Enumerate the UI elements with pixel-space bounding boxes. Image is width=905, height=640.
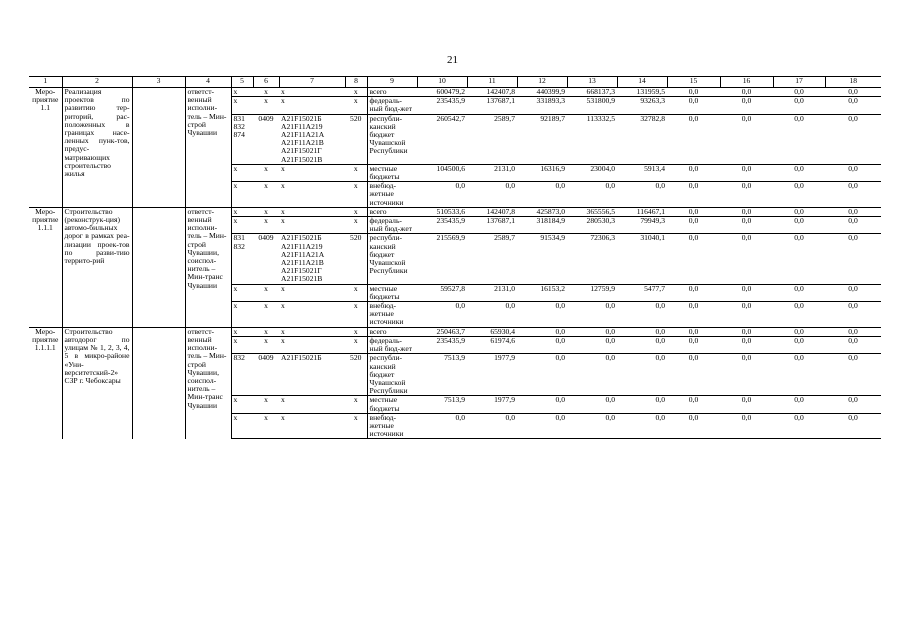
source-name: федераль-ный бюд-жет <box>367 217 417 234</box>
code-section: x <box>253 88 279 97</box>
code-grbs: x <box>231 207 253 216</box>
code-grbs: x <box>231 284 253 301</box>
code-target: x <box>279 284 345 301</box>
value-cell: 0,0 <box>773 302 825 328</box>
code-target: x <box>279 336 345 353</box>
value-cell: 600479,2 <box>417 88 467 97</box>
value-cell: 0,0 <box>825 302 881 328</box>
value-cell: 65930,4 <box>467 327 517 336</box>
value-cell: 61974,6 <box>467 336 517 353</box>
value-cell: 0,0 <box>825 234 881 284</box>
value-cell: 0,0 <box>617 336 667 353</box>
source-name: местные бюджеты <box>367 164 417 181</box>
value-cell: 0,0 <box>667 182 720 208</box>
value-cell: 0,0 <box>417 182 467 208</box>
code-type: x <box>345 217 367 234</box>
source-name: всего <box>367 88 417 97</box>
header-cell: 2 <box>62 77 132 88</box>
code-type: x <box>345 413 367 439</box>
value-cell: 0,0 <box>825 336 881 353</box>
value-cell: 0,0 <box>825 327 881 336</box>
code-type: x <box>345 327 367 336</box>
value-cell: 0,0 <box>517 327 567 336</box>
value-cell: 0,0 <box>567 182 617 208</box>
value-cell: 0,0 <box>825 164 881 181</box>
code-grbs: x <box>231 327 253 336</box>
source-name: всего <box>367 207 417 216</box>
source-name: федераль-ный бюд-жет <box>367 97 417 114</box>
value-cell: 0,0 <box>773 164 825 181</box>
code-target: x <box>279 327 345 336</box>
header-cell: 13 <box>567 77 617 88</box>
value-cell: 0,0 <box>517 413 567 439</box>
source-name: федераль-ный бюд-жет <box>367 336 417 353</box>
code-target: x <box>279 396 345 413</box>
value-cell: 16153,2 <box>517 284 567 301</box>
header-cell: 4 <box>185 77 231 88</box>
header-cell: 8 <box>345 77 367 88</box>
header-cell: 16 <box>720 77 773 88</box>
code-target: A21F15021Б A21F11A219 A21F11A21A A21F11A21B A21F15021Г A21F15021В <box>279 114 345 164</box>
code-type: x <box>345 396 367 413</box>
value-cell: 215569,9 <box>417 234 467 284</box>
value-cell: 5913,4 <box>617 164 667 181</box>
code-type: x <box>345 164 367 181</box>
header-cell: 6 <box>253 77 279 88</box>
source-name: республи-канский бюджет Чувашской Республики <box>367 234 417 284</box>
value-cell: 0,0 <box>667 302 720 328</box>
code-grbs: x <box>231 302 253 328</box>
value-cell: 142407,8 <box>467 88 517 97</box>
code-target: x <box>279 207 345 216</box>
code-type: 520 <box>345 234 367 284</box>
value-cell: 59527,8 <box>417 284 467 301</box>
value-cell: 0,0 <box>617 327 667 336</box>
header-cell: 14 <box>617 77 667 88</box>
measure-number: Меро-приятие 1.1 <box>29 88 62 208</box>
value-cell: 0,0 <box>773 182 825 208</box>
value-cell: 0,0 <box>720 217 773 234</box>
source-name: республи-канский бюджет Чувашской Республики <box>367 354 417 396</box>
value-cell: 0,0 <box>825 114 881 164</box>
code-section: x <box>253 284 279 301</box>
value-cell: 0,0 <box>617 302 667 328</box>
value-cell: 0,0 <box>467 413 517 439</box>
table-row <box>29 207 881 216</box>
value-cell: 0,0 <box>773 217 825 234</box>
value-cell: 12759,9 <box>567 284 617 301</box>
value-cell: 0,0 <box>773 327 825 336</box>
code-target: x <box>279 164 345 181</box>
value-cell: 0,0 <box>517 302 567 328</box>
code-grbs: x <box>231 396 253 413</box>
value-cell: 668137,3 <box>567 88 617 97</box>
value-cell: 0,0 <box>773 413 825 439</box>
value-cell: 0,0 <box>720 327 773 336</box>
measure-name: Строительство (реконструк-ция) автомо-бильных дорог в рамках реа-лизации проек-тов по разви-тию террито-рий <box>62 207 132 327</box>
value-cell: 0,0 <box>567 354 617 396</box>
value-cell: 5477,7 <box>617 284 667 301</box>
value-cell: 0,0 <box>720 97 773 114</box>
code-section: 0409 <box>253 354 279 396</box>
value-cell: 0,0 <box>667 114 720 164</box>
value-cell: 0,0 <box>667 88 720 97</box>
value-cell: 0,0 <box>825 284 881 301</box>
page-number: 21 <box>447 54 458 66</box>
code-grbs: 831 832 <box>231 234 253 284</box>
code-target: A21F15021Б <box>279 354 345 396</box>
value-cell: 0,0 <box>720 413 773 439</box>
value-cell: 0,0 <box>667 207 720 216</box>
value-cell: 0,0 <box>517 396 567 413</box>
value-cell: 0,0 <box>617 182 667 208</box>
value-cell: 0,0 <box>617 354 667 396</box>
value-cell: 280530,3 <box>567 217 617 234</box>
value-cell: 0,0 <box>720 354 773 396</box>
code-target: x <box>279 88 345 97</box>
value-cell: 0,0 <box>667 284 720 301</box>
value-cell: 0,0 <box>825 217 881 234</box>
value-cell: 0,0 <box>773 114 825 164</box>
value-cell: 0,0 <box>467 182 517 208</box>
value-cell: 79949,3 <box>617 217 667 234</box>
value-cell: 0,0 <box>667 396 720 413</box>
value-cell: 0,0 <box>773 234 825 284</box>
measure-number: Меро-приятие 1.1.1.1 <box>29 327 62 439</box>
value-cell: 104500,6 <box>417 164 467 181</box>
value-cell: 0,0 <box>417 302 467 328</box>
header-row <box>29 77 881 88</box>
value-cell: 0,0 <box>567 302 617 328</box>
value-cell: 0,0 <box>567 413 617 439</box>
value-cell: 0,0 <box>667 327 720 336</box>
header-cell: 5 <box>231 77 253 88</box>
value-cell: 142407,8 <box>467 207 517 216</box>
code-grbs: x <box>231 97 253 114</box>
code-section: x <box>253 164 279 181</box>
value-cell: 510533,6 <box>417 207 467 216</box>
value-cell: 531800,9 <box>567 97 617 114</box>
value-cell: 0,0 <box>720 336 773 353</box>
value-cell: 0,0 <box>773 97 825 114</box>
measure-number: Меро-приятие 1.1.1 <box>29 207 62 327</box>
value-cell: 0,0 <box>825 182 881 208</box>
value-cell: 0,0 <box>517 354 567 396</box>
header-cell: 9 <box>367 77 417 88</box>
value-cell: 0,0 <box>825 207 881 216</box>
value-cell: 137687,1 <box>467 217 517 234</box>
header-cell: 11 <box>467 77 517 88</box>
source-name: местные бюджеты <box>367 284 417 301</box>
empty-cell <box>132 207 185 327</box>
value-cell: 0,0 <box>567 336 617 353</box>
value-cell: 1977,9 <box>467 396 517 413</box>
value-cell: 0,0 <box>667 354 720 396</box>
code-type: 520 <box>345 354 367 396</box>
value-cell: 0,0 <box>467 302 517 328</box>
value-cell: 235435,9 <box>417 97 467 114</box>
value-cell: 0,0 <box>825 396 881 413</box>
source-name: всего <box>367 327 417 336</box>
header-cell: 10 <box>417 77 467 88</box>
value-cell: 16316,9 <box>517 164 567 181</box>
value-cell: 331893,3 <box>517 97 567 114</box>
value-cell: 93263,3 <box>617 97 667 114</box>
value-cell: 7513,9 <box>417 396 467 413</box>
value-cell: 0,0 <box>773 207 825 216</box>
value-cell: 0,0 <box>667 336 720 353</box>
value-cell: 0,0 <box>667 217 720 234</box>
code-section: x <box>253 413 279 439</box>
header-cell: 3 <box>132 77 185 88</box>
value-cell: 250463,7 <box>417 327 467 336</box>
value-cell: 260542,7 <box>417 114 467 164</box>
code-section: x <box>253 327 279 336</box>
budget-table <box>29 76 881 439</box>
value-cell: 0,0 <box>720 302 773 328</box>
value-cell: 137687,1 <box>467 97 517 114</box>
value-cell: 0,0 <box>667 97 720 114</box>
value-cell: 0,0 <box>720 164 773 181</box>
code-type: x <box>345 302 367 328</box>
value-cell: 2131,0 <box>467 164 517 181</box>
code-type: x <box>345 336 367 353</box>
code-section: x <box>253 302 279 328</box>
code-type: x <box>345 182 367 208</box>
value-cell: 365556,5 <box>567 207 617 216</box>
empty-cell <box>132 88 185 208</box>
value-cell: 0,0 <box>825 354 881 396</box>
value-cell: 0,0 <box>517 336 567 353</box>
source-name: внебюд-жетные источники <box>367 413 417 439</box>
value-cell: 0,0 <box>773 396 825 413</box>
value-cell: 0,0 <box>617 413 667 439</box>
value-cell: 32782,8 <box>617 114 667 164</box>
value-cell: 2589,7 <box>467 114 517 164</box>
code-section: x <box>253 336 279 353</box>
value-cell: 31040,1 <box>617 234 667 284</box>
source-name: внебюд-жетные источники <box>367 302 417 328</box>
code-target: x <box>279 182 345 208</box>
value-cell: 0,0 <box>567 327 617 336</box>
value-cell: 0,0 <box>567 396 617 413</box>
value-cell: 0,0 <box>720 396 773 413</box>
value-cell: 0,0 <box>617 396 667 413</box>
code-target: A21F15021Б A21F11A219 A21F11A21A A21F11A21B A21F15021Г A21F15021В <box>279 234 345 284</box>
value-cell: 1977,9 <box>467 354 517 396</box>
code-section: 0409 <box>253 114 279 164</box>
measure-name: Строительство автодорог по улицам № 1, 2, 3, 4, 5 в микро-районе «Уни-верситетский-2» СЗР г. Чебоксары <box>62 327 132 439</box>
code-type: 520 <box>345 114 367 164</box>
code-grbs: x <box>231 182 253 208</box>
value-cell: 0,0 <box>825 88 881 97</box>
value-cell: 0,0 <box>773 88 825 97</box>
code-grbs: x <box>231 413 253 439</box>
value-cell: 0,0 <box>720 114 773 164</box>
code-grbs: x <box>231 164 253 181</box>
code-section: x <box>253 396 279 413</box>
code-target: x <box>279 413 345 439</box>
source-name: местные бюджеты <box>367 396 417 413</box>
header-cell: 17 <box>773 77 825 88</box>
code-grbs: 832 <box>231 354 253 396</box>
value-cell: 0,0 <box>773 354 825 396</box>
source-name: республи-канский бюджет Чувашской Республики <box>367 114 417 164</box>
value-cell: 92189,7 <box>517 114 567 164</box>
value-cell: 318184,9 <box>517 217 567 234</box>
code-section: 0409 <box>253 234 279 284</box>
source-name: внебюд-жетные источники <box>367 182 417 208</box>
executor: ответст-венный исполни-тель – Мин-строй Чувашии, соиспол-нитель – Мин-транс Чувашии <box>185 327 231 439</box>
value-cell: 0,0 <box>720 88 773 97</box>
value-cell: 72306,3 <box>567 234 617 284</box>
code-grbs: x <box>231 88 253 97</box>
value-cell: 91534,9 <box>517 234 567 284</box>
value-cell: 23004,0 <box>567 164 617 181</box>
code-section: x <box>253 217 279 234</box>
code-section: x <box>253 182 279 208</box>
value-cell: 425873,0 <box>517 207 567 216</box>
value-cell: 116467,1 <box>617 207 667 216</box>
value-cell: 131959,5 <box>617 88 667 97</box>
value-cell: 0,0 <box>667 164 720 181</box>
value-cell: 0,0 <box>773 284 825 301</box>
code-type: x <box>345 97 367 114</box>
header-cell: 15 <box>667 77 720 88</box>
value-cell: 7513,9 <box>417 354 467 396</box>
value-cell: 0,0 <box>825 97 881 114</box>
executor: ответст-венный исполни-тель – Мин-строй Чувашии, соиспол-нитель – Мин-транс Чувашии <box>185 207 231 327</box>
value-cell: 2131,0 <box>467 284 517 301</box>
code-target: x <box>279 302 345 328</box>
value-cell: 0,0 <box>773 336 825 353</box>
code-grbs: 831 832 874 <box>231 114 253 164</box>
value-cell: 440399,9 <box>517 88 567 97</box>
value-cell: 0,0 <box>825 413 881 439</box>
table-row <box>29 327 881 336</box>
code-section: x <box>253 207 279 216</box>
value-cell: 235435,9 <box>417 217 467 234</box>
code-target: x <box>279 217 345 234</box>
code-type: x <box>345 88 367 97</box>
value-cell: 0,0 <box>720 207 773 216</box>
value-cell: 235435,9 <box>417 336 467 353</box>
value-cell: 0,0 <box>667 234 720 284</box>
value-cell: 0,0 <box>720 284 773 301</box>
value-cell: 0,0 <box>720 182 773 208</box>
value-cell: 2589,7 <box>467 234 517 284</box>
code-type: x <box>345 284 367 301</box>
code-grbs: x <box>231 217 253 234</box>
header-cell: 12 <box>517 77 567 88</box>
header-cell: 1 <box>29 77 62 88</box>
header-cell: 7 <box>279 77 345 88</box>
code-type: x <box>345 207 367 216</box>
table-row <box>29 88 881 97</box>
value-cell: 0,0 <box>517 182 567 208</box>
value-cell: 113332,5 <box>567 114 617 164</box>
value-cell: 0,0 <box>720 234 773 284</box>
value-cell: 0,0 <box>417 413 467 439</box>
value-cell: 0,0 <box>667 413 720 439</box>
measure-name: Реализация проектов по развитию тер-риторий, рас-положенных в границах насе-ленных пунк-тов, предус-матривающих строительство жилья <box>62 88 132 208</box>
executor: ответст-венный исполни-тель – Мин-строй Чувашии <box>185 88 231 208</box>
empty-cell <box>132 327 185 439</box>
code-target: x <box>279 97 345 114</box>
header-cell: 18 <box>825 77 881 88</box>
code-grbs: x <box>231 336 253 353</box>
code-section: x <box>253 97 279 114</box>
